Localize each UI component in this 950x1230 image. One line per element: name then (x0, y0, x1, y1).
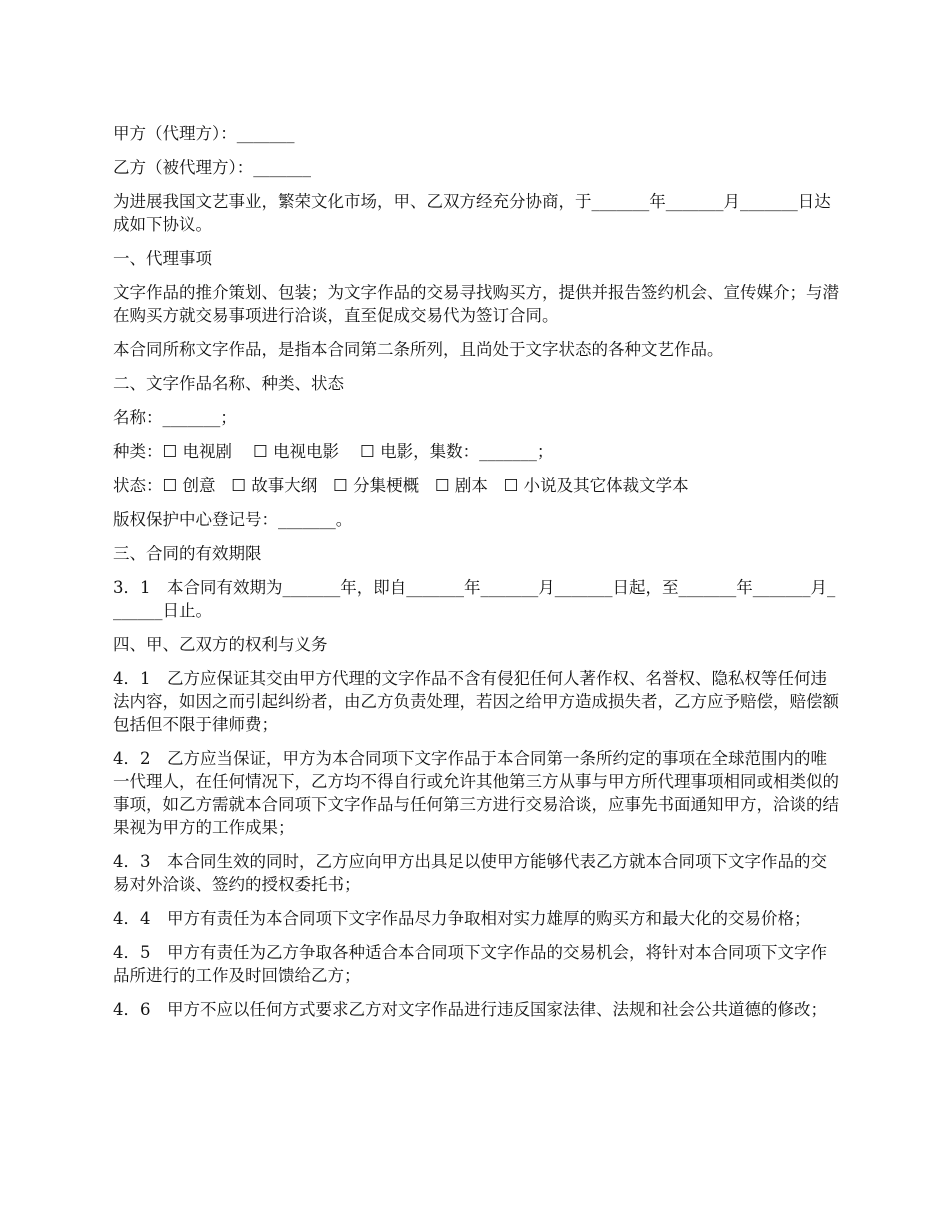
party-b-line: 乙方（被代理方）：_______ (113, 158, 311, 177)
section-heading-1: 一、代理事项 (113, 249, 212, 268)
clause-4-2: 4．2 乙方应当保证，甲方为本合同项下文字作品于本合同第一条所约定的事项在全球范围内的唯一代理人，在任何情况下，乙方均不得自行或允许其他第三方从事与甲方所代理事项相同或相类似的事项，如乙方需就本合同项下文字作品与任何第三方进行交易洽谈，应事先书面通知甲方，洽谈的结果视为甲方的工作成果； (113, 749, 839, 837)
clause-4-3: 4．3 本合同生效的同时，乙方应向甲方出具足以使甲方能够代表乙方就本合同项下文字作品的交易对外洽谈、签约的授权委托书； (113, 852, 827, 894)
clause-4-4: 4．4 甲方有责任为本合同项下文字作品尽力争取相对实力雄厚的购买方和最大化的交易价格； (113, 909, 811, 928)
work-status-line: 状态：☐ 创意 ☐ 故事大纲 ☐ 分集梗概 ☐ 剧本 ☐ 小说及其它体裁文学本 (113, 476, 689, 495)
registration-number-line: 版权保护中心登记号：_______。 (113, 510, 353, 529)
clause-4-6: 4．6 甲方不应以任何方式要求乙方对文字作品进行违反国家法律、法规和社会公共道德的修改； (113, 1000, 827, 1019)
agency-matters-paragraph: 文字作品的推介策划、包装；为文字作品的交易寻找购买方，提供并报告签约机会、宣传媒介；与潜在购买方就交易事项进行洽谈，直至促成交易代为签订合同。 (113, 283, 839, 325)
clause-4-5: 4．5 甲方有责任为乙方争取各种适合本合同项下文字作品的交易机会，将针对本合同项下文字作品所进行的工作及时回馈给乙方； (113, 943, 827, 985)
section-heading-3: 三、合同的有效期限 (113, 544, 262, 563)
party-a-line: 甲方（代理方）：_______ (113, 124, 295, 143)
section-heading-4: 四、甲、乙双方的权利与义务 (113, 635, 328, 654)
work-type-line: 种类：☐ 电视剧 ☐ 电视电影 ☐ 电影，集数：_______； (113, 442, 554, 461)
preamble-paragraph: 为进展我国文艺事业，繁荣文化市场，甲、乙双方经充分协商，于_______年_______月_______日达成如下协议。 (113, 192, 831, 234)
clause-4-1: 4．1 乙方应保证其交由甲方代理的文字作品不含有侵犯任何人著作权、名誉权、隐私权等任何违法内容，如因之而引起纠纷者，由乙方负责处理，若因之给甲方造成损失者，乙方应予赔偿，赔偿额包括但不限于律师费； (113, 669, 839, 734)
contract-document (113, 122, 841, 1032)
clause-3-1: 3．1 本合同有效期为_______年，即自_______年_______月_______日起，至_______年_______月_______日止。 (113, 578, 836, 620)
work-name-line: 名称：_______； (113, 408, 237, 427)
section-heading-2: 二、文字作品名称、种类、状态 (113, 374, 344, 393)
definition-paragraph: 本合同所称文字作品，是指本合同第二条所列，且尚处于文字状态的各种文艺作品。 (113, 340, 724, 359)
